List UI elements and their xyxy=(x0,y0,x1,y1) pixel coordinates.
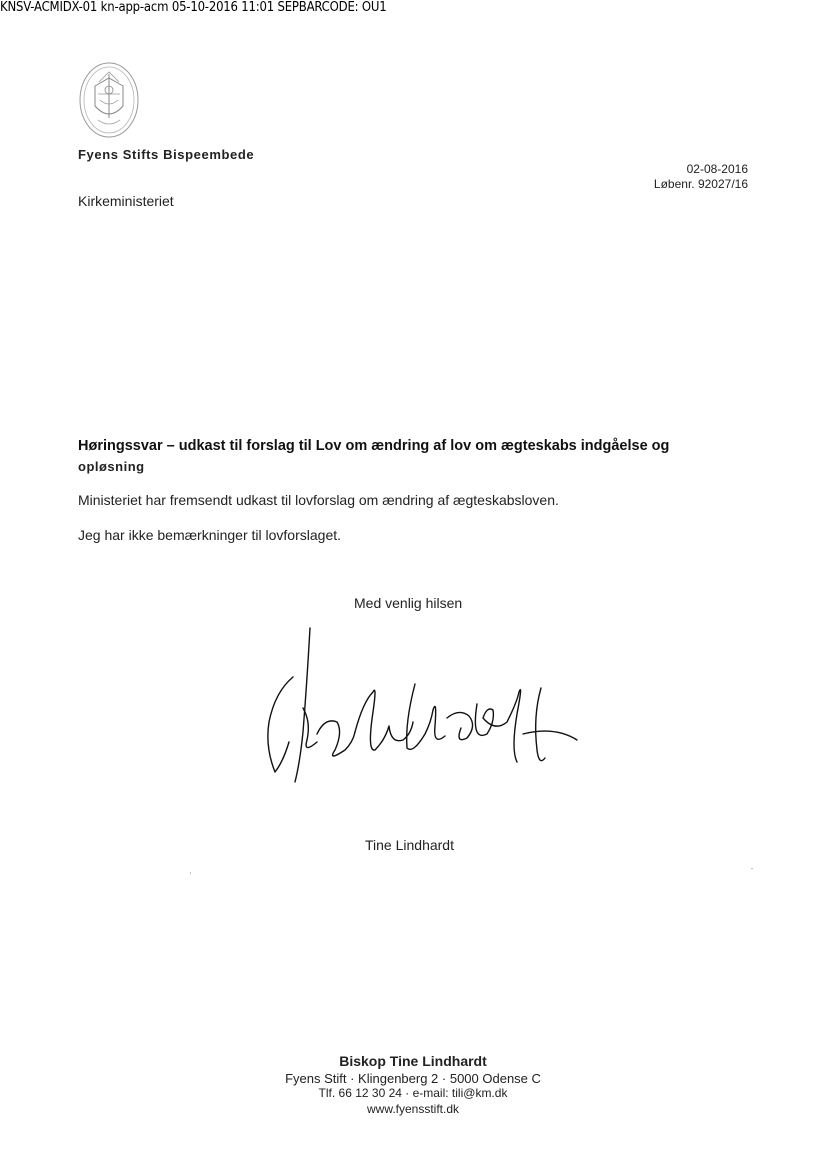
closing-greeting: Med venlig hilsen xyxy=(354,595,463,611)
subject-line-2: opløsning xyxy=(78,459,145,474)
scan-speck xyxy=(190,872,191,874)
letter-date: 02-08-2016 xyxy=(686,162,748,176)
footer-website: www.fyensstift.dk xyxy=(366,1102,460,1116)
signer-name: Tine Lindhardt xyxy=(365,837,454,853)
scan-speck xyxy=(751,868,753,869)
footer-address: Fyens Stift · Klingenberg 2 · 5000 Odense C xyxy=(285,1071,541,1086)
handwritten-signature xyxy=(255,622,585,792)
subject-line-1: Høringssvar – udkast til forslag til Lov om ændring af lov om ægteskabs indgåelse og xyxy=(78,438,670,454)
recipient: Kirkeministeriet xyxy=(78,193,174,209)
body-paragraph-1: Ministeriet har fremsendt udkast til lovforslag om ændring af ægteskabsloven. xyxy=(78,492,559,508)
diocese-seal-icon xyxy=(78,60,140,140)
organization-name: Fyens Stifts Bispeembede xyxy=(78,147,255,162)
footer-contact: Tlf. 66 12 30 24 · e-mail: tili@km.dk xyxy=(318,1086,508,1100)
fax-transmission-header: KNSV-ACMIDX-01 kn-app-acm 05-10-2016 11:01 SEPBARCODE: OU1 xyxy=(0,0,387,15)
footer-title: Biskop Tine Lindhardt xyxy=(339,1053,487,1069)
body-paragraph-2: Jeg har ikke bemærkninger til lovforslaget. xyxy=(78,527,342,543)
reference-number: Løbenr. 92027/16 xyxy=(653,177,748,191)
